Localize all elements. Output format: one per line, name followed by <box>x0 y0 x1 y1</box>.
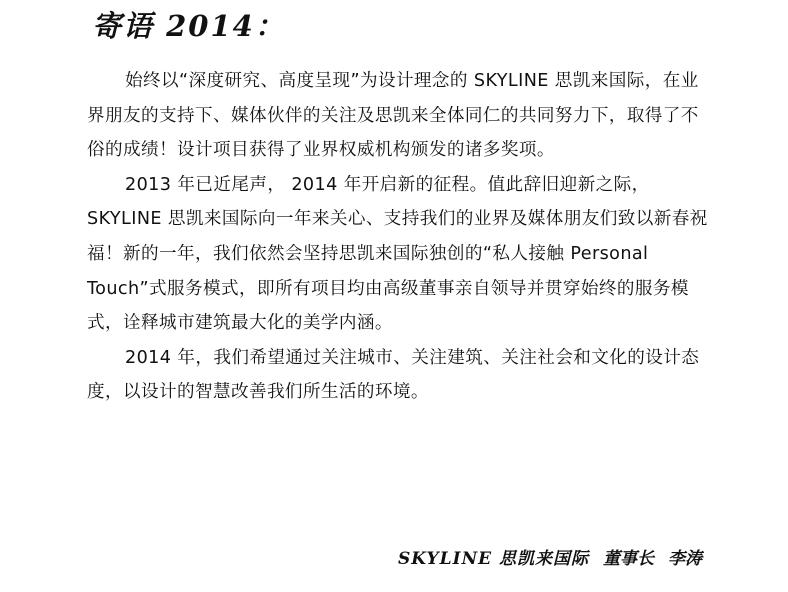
paragraph-3: 2014 年，我们希望通过关注城市、关注建筑、关注社会和文化的设计态度，以设计的智慧改善我们所生活的环境。 <box>87 347 700 403</box>
page-title: 寄语 2014： <box>92 9 286 43</box>
signature-person: 李涛 <box>668 549 702 569</box>
signature-brand: SKYLINE 思凯来国际 <box>397 549 589 569</box>
signature-line <box>398 546 702 572</box>
paragraph-2: 2013 年已近尾声， 2014 年开启新的征程。值此辞旧迎新之际，SKYLINE 思凯来国际向一年来关心、支持我们的业界及媒体朋友们致以新春祝福！新的一年，我们依然会坚持思凯来国际独创的“私人接触 Personal Touch”式服务模式，即所有项目均由高级董事亲自领导并贯穿始终的服务模式，诠释城市建筑最大化的美学内涵。 <box>87 174 708 334</box>
letter-body <box>87 64 711 410</box>
paragraph-1: 始终以“深度研究、高度呈现”为设计理念的 SKYLINE 思凯来国际，在业界朋友的支持下、媒体伙伴的关注及思凯来全体同仁的共同努力下，取得了不俗的成绩！设计项目获得了业界权威机构颁发的诸多奖项。 <box>87 71 699 161</box>
signature-role: 董事长 <box>603 549 654 569</box>
